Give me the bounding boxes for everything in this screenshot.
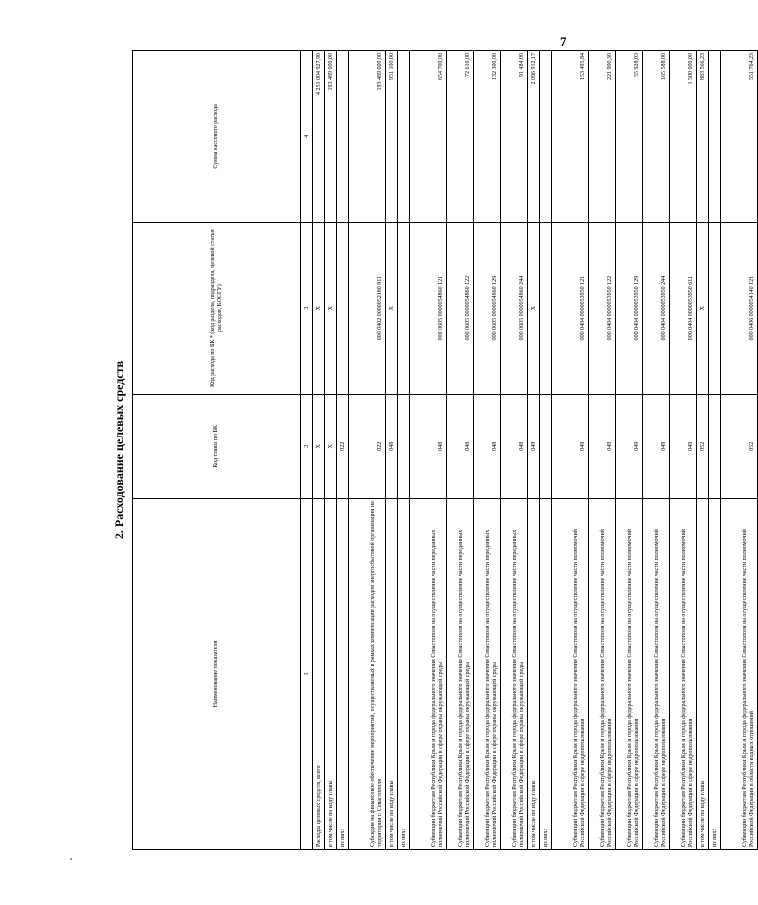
header-expense-code: Код расхода по БК * (код раздела, подраздела, целевой статьи расходов, КОСГУ) — [133, 222, 301, 394]
row-expense-code: X — [528, 222, 540, 394]
row-expense-code — [398, 222, 410, 394]
row-indicator-name: в том числе по коду главы — [325, 499, 337, 850]
row-expense-code: 000 0402 0000052180 811 — [349, 222, 386, 394]
row-chapter-code: 048 — [501, 394, 528, 499]
row-chapter-code: 052 — [697, 394, 709, 499]
row-chapter-code: 022 — [337, 394, 349, 499]
row-expense-code: 000 0404 0000053950 129 — [616, 222, 643, 394]
table-row — [386, 51, 398, 850]
row-indicator-name: из них: — [337, 499, 349, 850]
table-row — [447, 51, 474, 850]
header-indicator-name: Наименование показателя — [133, 499, 301, 850]
row-expense-code: 000 0605 0000054860 244 — [501, 222, 528, 394]
column-number: 3 — [301, 222, 313, 394]
scan-speck — [70, 858, 72, 860]
row-indicator-name: Субвенции бюджетам Республики Крым и города федерального значения Севастополя на осуществление части полномочий Российской Федерации в сфере недропользования — [616, 499, 643, 850]
row-expense-code: 000 0406 0000054140 121 — [721, 222, 758, 394]
row-indicator-name: Субвенции бюджетам Республики Крым и города федерального значения Севастополя на осуществление части полномочий Российской Федерации в сфере недропользования — [552, 499, 589, 850]
row-chapter-code: 048 — [474, 394, 501, 499]
header-cash-amount: Сумма кассового расхода — [133, 51, 301, 223]
rotated-page-content — [110, 50, 756, 850]
table-row — [670, 51, 697, 850]
row-expense-code: 000 0404 0000053950 611 — [670, 222, 697, 394]
row-expense-code: 000 0404 0000053950 244 — [643, 222, 670, 394]
row-expense-code: 000 0605 0000054860 122 — [447, 222, 474, 394]
row-chapter-code: 022 — [349, 394, 386, 499]
row-cash-amount — [398, 51, 410, 223]
row-indicator-name: в том числе по коду главы — [528, 499, 540, 850]
row-cash-amount — [337, 51, 349, 223]
row-expense-code — [709, 222, 721, 394]
row-cash-amount: 221 900,30 — [589, 51, 616, 223]
row-expense-code — [540, 222, 552, 394]
row-chapter-code: 049 — [670, 394, 697, 499]
column-number: 4 — [301, 51, 313, 223]
row-indicator-name: Субвенции бюджетам Республики Крым и города федерального значения Севастополя на осуществление части полномочий Российской Федерации в сфере недропользования — [589, 499, 616, 850]
row-cash-amount: 193 489 000,00 — [349, 51, 386, 223]
header-chapter-code: Код главы по БК — [133, 394, 301, 499]
row-chapter-code: 048 — [410, 394, 447, 499]
row-chapter-code: 049 — [528, 394, 540, 499]
table-row — [552, 51, 589, 850]
row-cash-amount: 1 500 000,00 — [670, 51, 697, 223]
row-expense-code: X — [325, 222, 337, 394]
row-indicator-name: Субсидия на финансовое обеспечение мероприятий, осуществляемых в рамках компенсации расходов энергосбытовой организации на территории г. Севастополя — [349, 499, 386, 850]
row-indicator-name: Субвенции бюджетам Республики Крым и города федерального значения Севастополя на осуществление части полномочий Российской Федерации в сфере недропользования — [670, 499, 697, 850]
row-chapter-code — [709, 394, 721, 499]
row-indicator-name: Субвенции бюджетам Республики Крым и города федерального значения Севастополя на осуществление части переданных полномочий Российской Федерации в сфере охраны окружающей среды — [410, 499, 447, 850]
table-row — [721, 51, 758, 850]
table-body — [313, 51, 758, 850]
row-indicator-name: Субвенции бюджетам Республики Крым и города федерального значения Севастополя на осуществление части полномочий Российской Федерации в области водных отношений — [721, 499, 758, 850]
row-indicator-name: Субвенции бюджетам Республики Крым и города федерального значения Севастополя на осуществление части переданных полномочий Российской Федерации в сфере охраны окружающей среды — [447, 499, 474, 850]
row-indicator-name: Субвенции бюджетам Республики Крым и города федерального значения Севастополя на осуществление части переданных полномочий Российской Федерации в сфере охраны окружающей среды — [501, 499, 528, 850]
row-cash-amount: 165 588,00 — [643, 51, 670, 223]
row-expense-code: 000 0404 0000053950 121 — [552, 222, 589, 394]
table-row — [616, 51, 643, 850]
row-chapter-code: X — [325, 394, 337, 499]
table-header-row — [133, 51, 301, 850]
row-expense-code: 000 0605 0000054860 121 — [410, 222, 447, 394]
row-cash-amount: 132 300,00 — [474, 51, 501, 223]
row-indicator-name: в том числе по коду главы — [386, 499, 398, 850]
row-cash-amount: 883 566,23 — [697, 51, 709, 223]
row-cash-amount — [709, 51, 721, 223]
row-chapter-code: 048 — [386, 394, 398, 499]
row-indicator-name: Субвенции бюджетам Республики Крым и города федерального значения Севастополя на осуществление части переданных полномочий Российской Федерации в сфере охраны окружающей среды — [474, 499, 501, 850]
row-chapter-code: 049 — [643, 394, 670, 499]
row-cash-amount: 551 764,23 — [721, 51, 758, 223]
row-chapter-code: 052 — [721, 394, 758, 499]
table-row — [325, 51, 337, 850]
row-cash-amount: 193 489 000,00 — [325, 51, 337, 223]
table-row — [313, 51, 325, 850]
row-expense-code: X — [313, 222, 325, 394]
row-indicator-name: из них: — [540, 499, 552, 850]
row-cash-amount: 72 616,00 — [447, 51, 474, 223]
row-expense-code: X — [697, 222, 709, 394]
table-row — [501, 51, 528, 850]
row-chapter-code: 049 — [616, 394, 643, 499]
table-row — [474, 51, 501, 850]
row-chapter-code — [398, 394, 410, 499]
column-number: 2 — [301, 394, 313, 499]
row-cash-amount: 2 096 912,17 — [528, 51, 540, 223]
table-row — [337, 51, 349, 850]
table-row — [697, 51, 709, 850]
row-cash-amount: 654 700,00 — [410, 51, 447, 223]
row-cash-amount — [540, 51, 552, 223]
row-expense-code: 000 0605 0000054860 129 — [474, 222, 501, 394]
table-row — [349, 51, 386, 850]
target-funds-table — [132, 50, 758, 850]
row-indicator-name: в том числе по коду главы — [697, 499, 709, 850]
row-chapter-code: 048 — [447, 394, 474, 499]
row-expense-code: X — [386, 222, 398, 394]
row-cash-amount: 91 484,00 — [501, 51, 528, 223]
column-number-row — [301, 51, 313, 850]
row-expense-code — [337, 222, 349, 394]
table-row — [528, 51, 540, 850]
column-number: 1 — [301, 499, 313, 850]
row-chapter-code — [540, 394, 552, 499]
section-title: 2. Расходование целевых средств — [112, 360, 126, 540]
row-cash-amount: 4 251 004 927,90 — [313, 51, 325, 223]
row-indicator-name: Субвенции бюджетам Республики Крым и города федерального значения Севастополя на осуществление части полномочий Российской Федерации в сфере недропользования — [643, 499, 670, 850]
row-chapter-code: 049 — [552, 394, 589, 499]
table-row — [540, 51, 552, 850]
row-chapter-code: 049 — [589, 394, 616, 499]
row-indicator-name: Расходы целевых средств, всего — [313, 499, 325, 850]
table-row — [589, 51, 616, 850]
row-chapter-code: X — [313, 394, 325, 499]
row-expense-code: 000 0404 0000053950 122 — [589, 222, 616, 394]
row-cash-amount: 153 495,84 — [552, 51, 589, 223]
page-number: 7 — [560, 34, 567, 49]
table-row — [410, 51, 447, 850]
row-cash-amount: 951 100,00 — [386, 51, 398, 223]
row-indicator-name: из них: — [709, 499, 721, 850]
row-indicator-name: из них: — [398, 499, 410, 850]
table-row — [398, 51, 410, 850]
table-row — [643, 51, 670, 850]
table-row — [709, 51, 721, 850]
row-cash-amount: 55 928,03 — [616, 51, 643, 223]
